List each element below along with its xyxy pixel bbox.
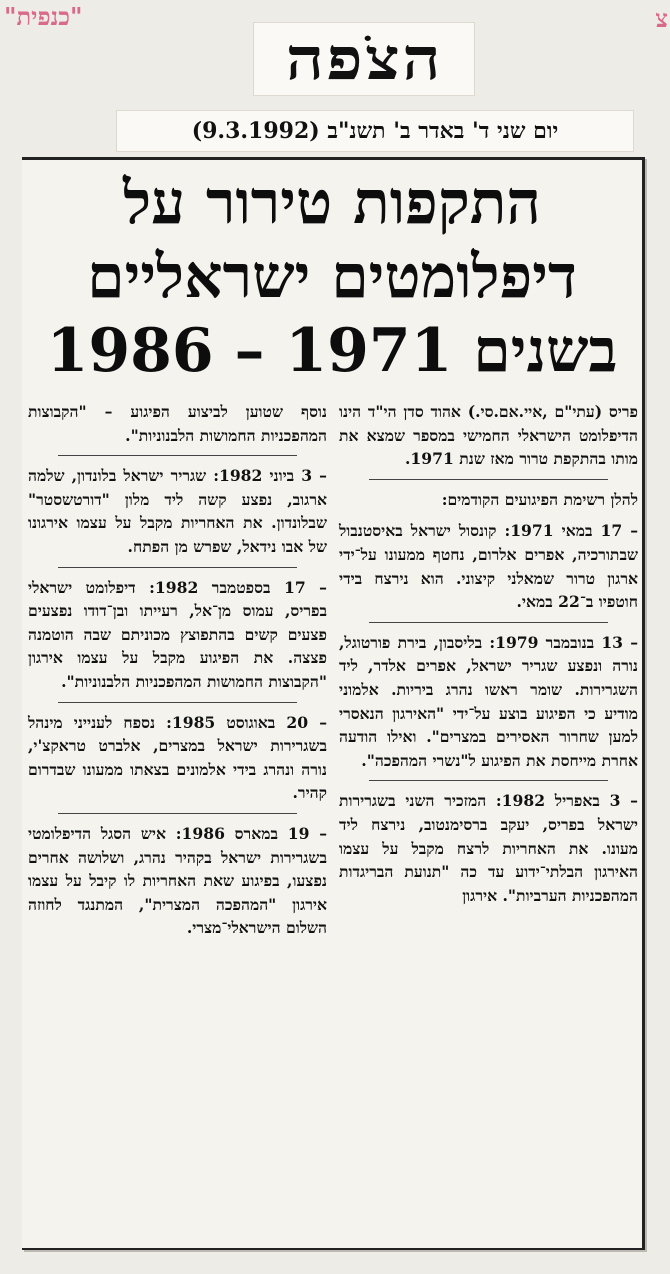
masthead-title: הצֹפה bbox=[285, 25, 443, 93]
headline-line-3: בשנים 1971 – 1986 bbox=[46, 316, 618, 386]
paragraph: – 17 בספטמבר 1982: דיפלומט ישראלי בפריס, עמוס מן־אל, רעייתו ובן־דודו נפצעים פצעים קשים בהתפוצץ מכוניתם שבה הוטמנה פצצה. את הפיגוע מקבל על עצמו אירגון "הקבוצות החמושות המהפכניות הלבנוניות". bbox=[28, 577, 327, 691]
article-clipping bbox=[22, 157, 645, 1250]
paragraph: – 20 באוגוסט 1985: נספח לענייני מינהל בשגרירות ישראל במצרים, אלברט טראקצ'י, נורה ונהרג בידי אלמונים בצאתו ממעונו שבדרום קהיר. bbox=[28, 712, 327, 803]
paragraph: – 19 במארס 1986: איש הסגל הדיפלומטי בשגרירות ישראל בקהיר נהרג, ושלושה אחרים נפצעו, בפיגוע שאת האחריות לו קיבל על עצמו אירגון "המהפכה המצרית", המתנגד לחוזה השלום הישראלי־מצרי. bbox=[28, 823, 327, 938]
edge-clipping-label-left: "כנפית" bbox=[4, 2, 83, 31]
divider bbox=[369, 479, 608, 480]
paragraph: נוסף שטוען לביצוע הפיגוע – "הקבוצות המהפכניות החמושות הלבנוניות". bbox=[28, 402, 327, 445]
paragraph: – 13 בנובמבר 1979: בליסבון, בירת פורטוגל, נורה ונפצע שגריר ישראל, אפרים אלדר, ליד השגרירות. שומר ראשו נהרג ביריות. אלמוני מודיע כי הפיגוע בוצע על־ידי "האירגון הנאסרי למען שחרור האסירים במצרים". ואילו הודעה אחרת מייחסת את הפיגוע ל"נשרי המהפכה". bbox=[339, 632, 638, 770]
newspaper-masthead bbox=[253, 22, 475, 96]
dateline-text: יום שני ד' באדר ב' תשנ"ב (9.3.1992) bbox=[191, 118, 559, 144]
headline-line-2: דיפלומטים ישראליים bbox=[87, 242, 577, 312]
column-right bbox=[339, 400, 638, 1240]
paragraph: – 3 באפריל 1982: המזכיר השני בשגרירות ישראל בפריס, יעקב ברסימנטוב, נירצח ליד מעונו. את האחריות לרצח מקבל על עצמו האירגון הבלתי־ידוע עד כה "תנועת הבריגדות המהפכניות הערביות". אירגון bbox=[339, 791, 638, 905]
divider bbox=[58, 567, 297, 568]
divider bbox=[58, 813, 297, 814]
divider bbox=[369, 780, 608, 781]
dateline bbox=[116, 110, 634, 152]
column-left bbox=[28, 400, 327, 1240]
paragraph: – 17 במאי 1971: קונסול ישראל באיסטנבול שבתורכיה, אפרים אלרום, נחטף ממעונו על־ידי ארגון טרור שמאלני קיצוני. הוא נירצח בידי חוטפיו ב־22 במאי. bbox=[339, 521, 638, 612]
headline-line-1: התקפות טירור על bbox=[123, 168, 541, 238]
edge-clipping-label-right: צ bbox=[655, 4, 668, 33]
divider bbox=[58, 455, 297, 456]
article-headline bbox=[22, 166, 642, 388]
divider bbox=[369, 622, 608, 623]
paragraph: להלן רשימת הפיגועים הקודמים: bbox=[441, 489, 638, 509]
paragraph: – 3 ביוני 1982: שגריר ישראל בלונדון, שלמה ארגוב, נפצע קשה ליד מלון "דורטשסטר" שבלונדון. את האחריות מקבל על עצמו אירגונו של אבו נידאל, שפרש מן הפתח. bbox=[28, 466, 327, 556]
paragraph: פריס (עתי"ם ,איי.אם.סי.) אהוד סדן הי"ד הינו הדיפלומט הישראלי החמישי במספר שמצא את מותו בהתקפת טרור מאז שנת 1971. bbox=[339, 402, 638, 469]
article-body bbox=[28, 400, 638, 1240]
divider bbox=[58, 702, 297, 703]
